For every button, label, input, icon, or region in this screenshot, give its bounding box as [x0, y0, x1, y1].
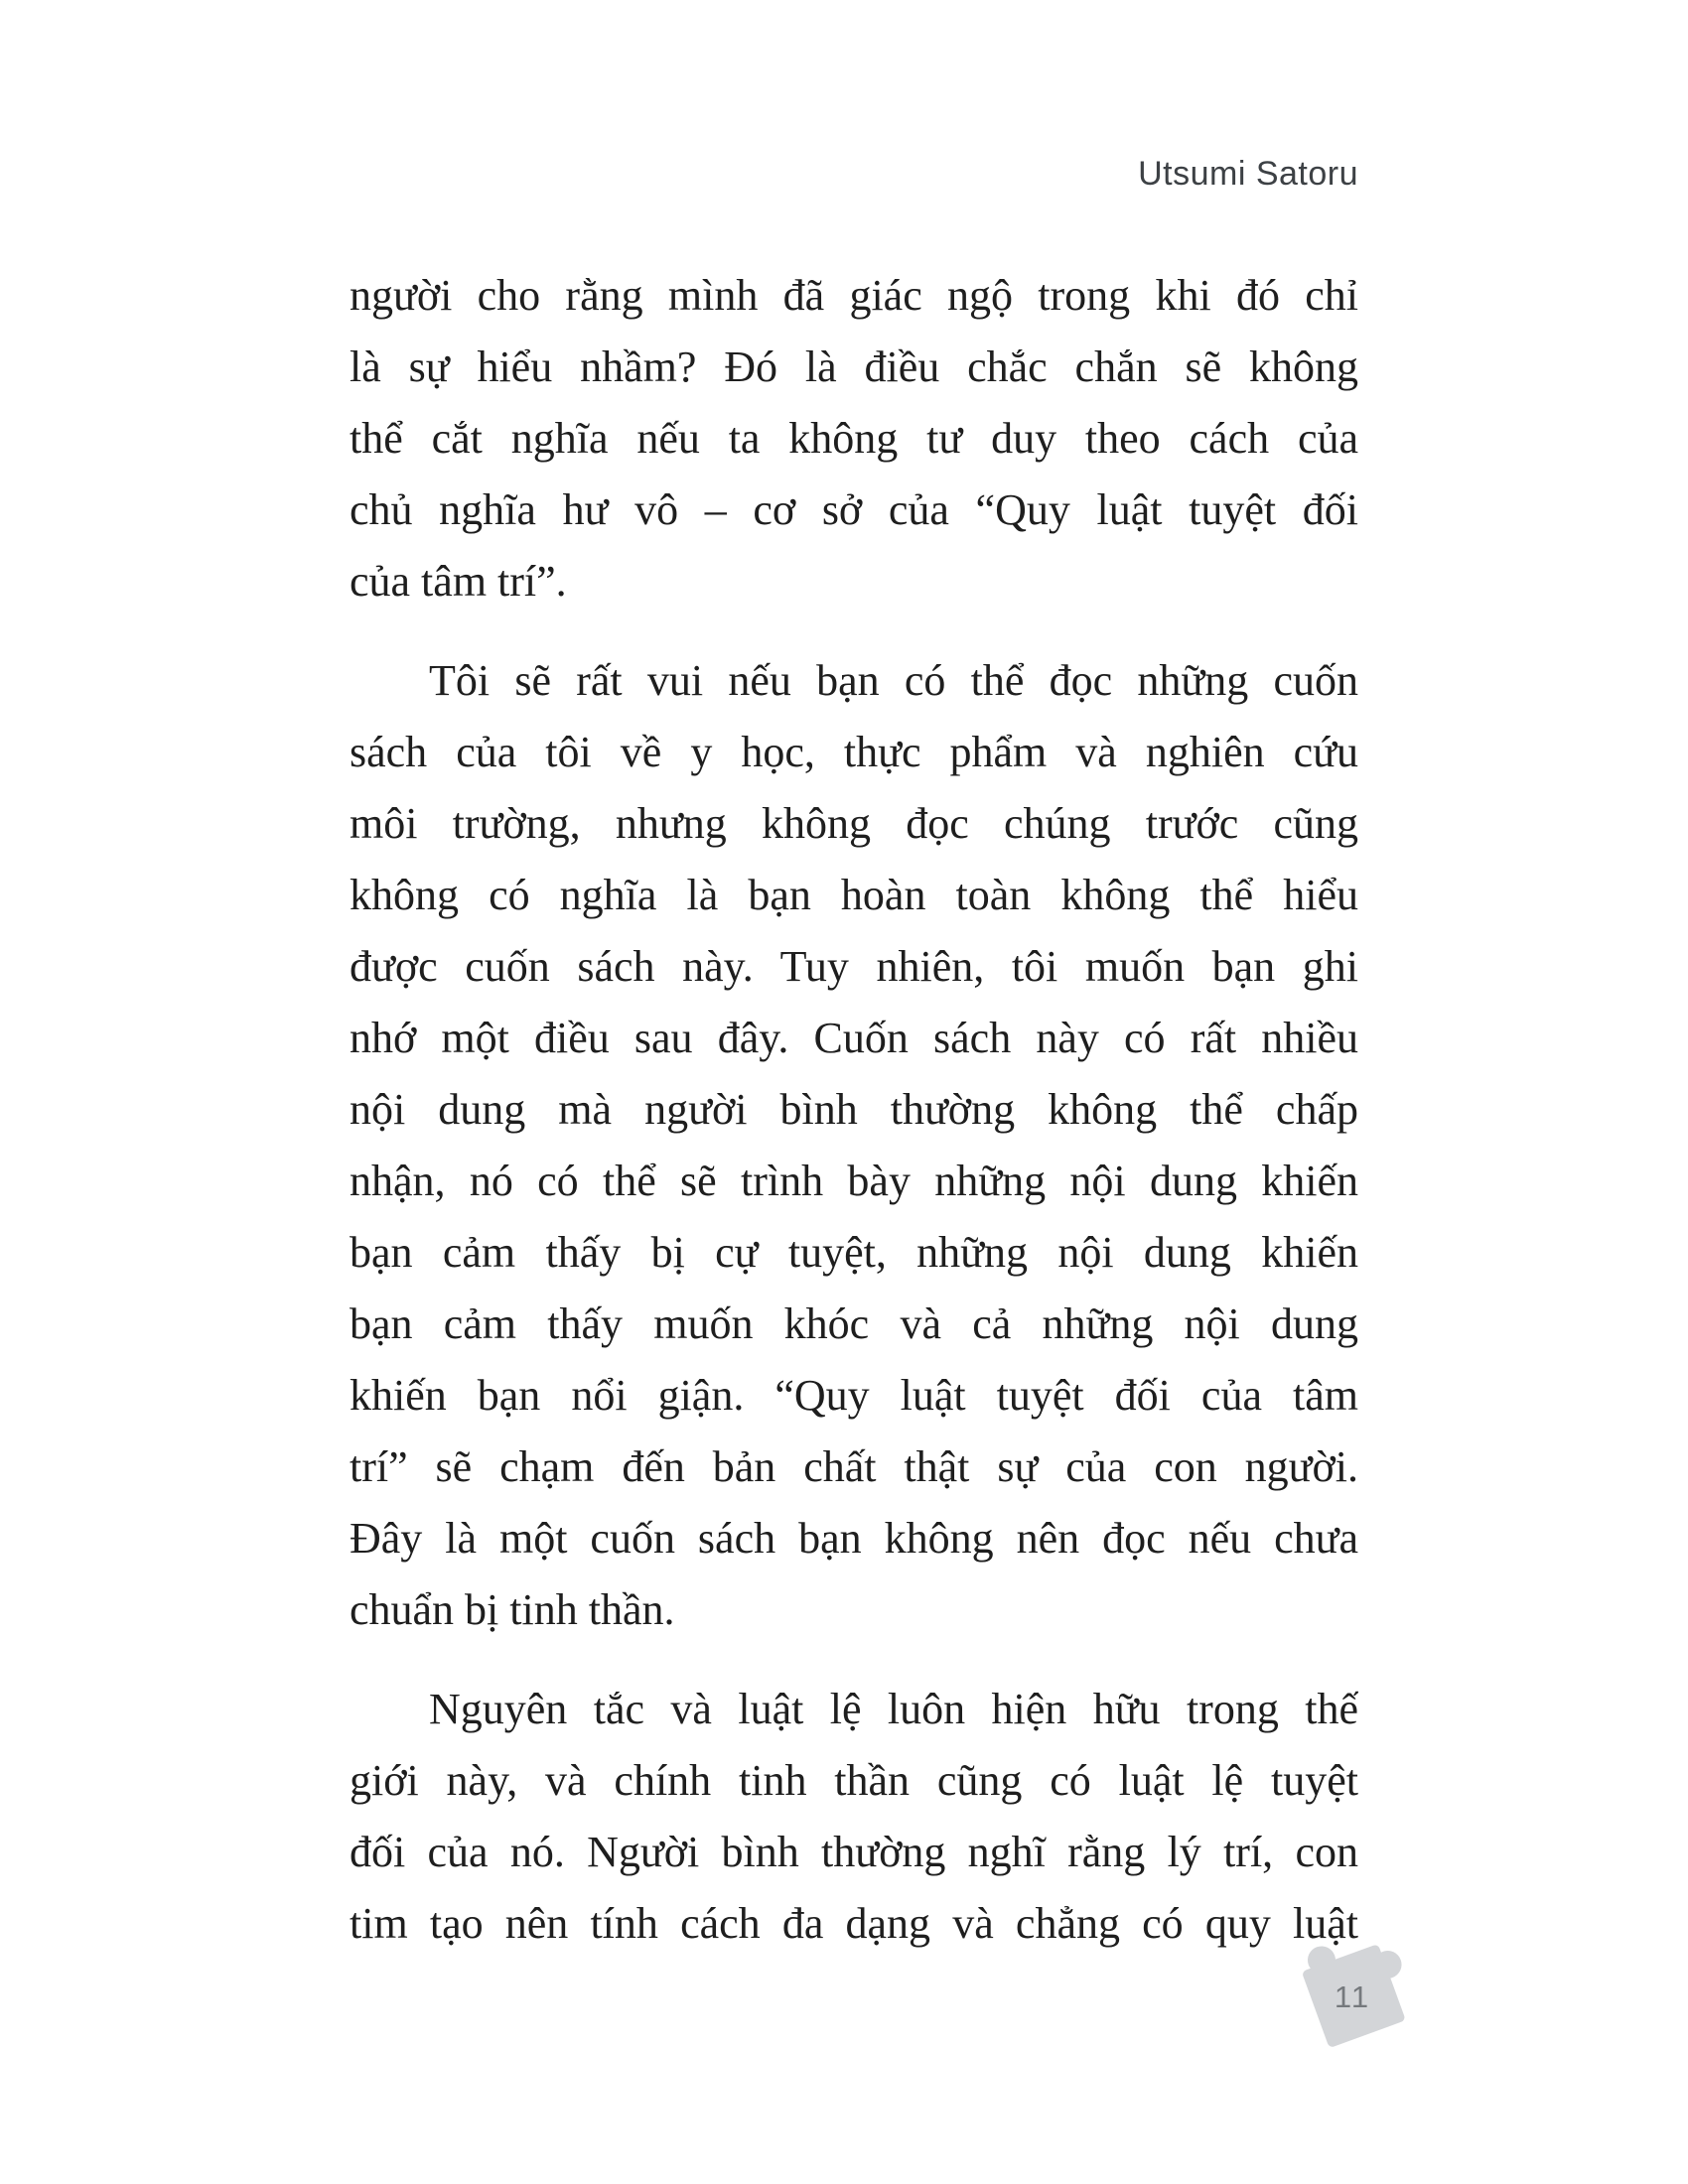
body-text: [350, 260, 1358, 1960]
body-line: trí” sẽ chạm đến bản chất thật sự của con người.: [350, 1442, 1358, 1491]
body-line: bạn cảm thấy muốn khóc và cả những nội dung: [350, 1299, 1358, 1348]
body-line: của tâm trí”.: [350, 557, 567, 606]
body-line: sách của tôi về y học, thực phẩm và nghiên cứu: [350, 728, 1358, 776]
running-header-author: Utsumi Satoru: [1138, 155, 1358, 193]
paragraph: [350, 1674, 1358, 1960]
body-line: đối của nó. Người bình thường nghĩ rằng lý trí, con: [350, 1828, 1358, 1876]
body-line: chủ nghĩa hư vô – cơ sở của “Quy luật tuyệt đối: [350, 485, 1358, 534]
body-line: là sự hiểu nhầm? Đó là điều chắc chắn sẽ không: [350, 342, 1358, 391]
page-number-puzzle: [1283, 1922, 1422, 2061]
body-line: tim tạo nên tính cách đa dạng và chẳng có quy luật: [350, 1899, 1358, 1948]
body-line: giới này, và chính tinh thần cũng có luật lệ tuyệt: [350, 1756, 1358, 1805]
body-line: không có nghĩa là bạn hoàn toàn không thể hiểu: [350, 871, 1358, 919]
body-line: bạn cảm thấy bị cự tuyệt, những nội dung khiến: [350, 1228, 1358, 1277]
body-line: môi trường, nhưng không đọc chúng trước cũng: [350, 799, 1358, 848]
page-number: 11: [1334, 1979, 1371, 2014]
body-line: thể cắt nghĩa nếu ta không tư duy theo cách của: [350, 414, 1358, 463]
body-line: Đây là một cuốn sách bạn không nên đọc nếu chưa: [350, 1514, 1358, 1563]
body-line: nhận, nó có thể sẽ trình bày những nội dung khiến: [350, 1157, 1358, 1205]
body-line: nhớ một điều sau đây. Cuốn sách này có rất nhiều: [350, 1014, 1358, 1062]
body-line: chuẩn bị tinh thần.: [350, 1585, 675, 1634]
body-line: khiến bạn nổi giận. “Quy luật tuyệt đối của tâm: [350, 1371, 1358, 1420]
paragraph: [350, 645, 1358, 1646]
paragraph: [350, 260, 1358, 617]
body-line: Nguyên tắc và luật lệ luôn hiện hữu trong thế: [429, 1685, 1358, 1733]
body-line: người cho rằng mình đã giác ngộ trong khi đó chỉ: [350, 271, 1358, 320]
body-line: Tôi sẽ rất vui nếu bạn có thể đọc những cuốn: [429, 656, 1358, 705]
body-line: được cuốn sách này. Tuy nhiên, tôi muốn bạn ghi: [350, 942, 1358, 991]
body-line: nội dung mà người bình thường không thể chấp: [350, 1085, 1358, 1134]
